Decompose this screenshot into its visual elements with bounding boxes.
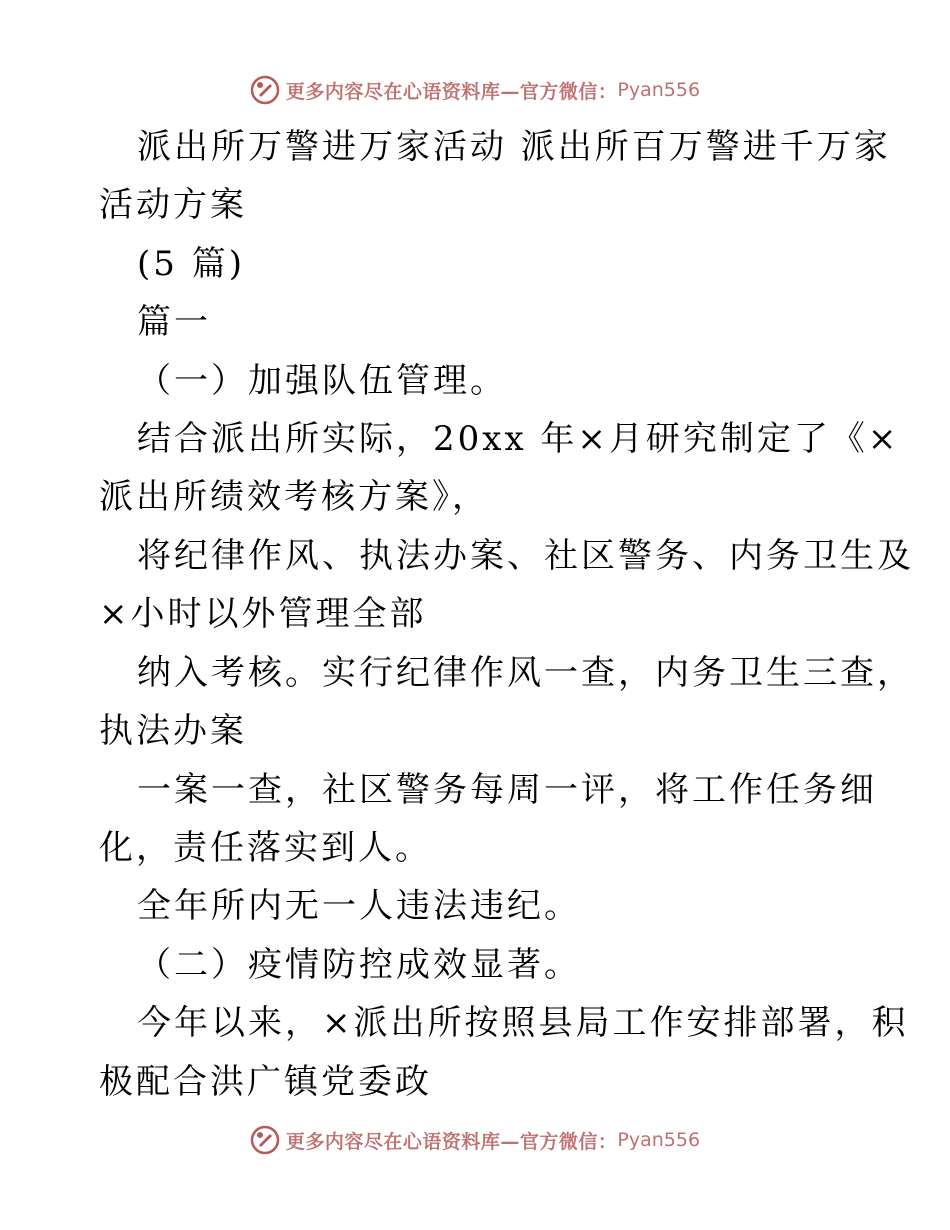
title-line-2: 活动方案 bbox=[99, 185, 247, 225]
paragraph-line: 纳入考核。实行纪律作风一查，内务卫生三查， bbox=[137, 653, 914, 693]
header-banner-text: 更多内容尽在心语资料库—官方微信： bbox=[285, 80, 618, 103]
paragraph-line: 一案一查，社区警务每周一评，将工作任务细 bbox=[137, 770, 877, 810]
paragraph-line: 执法办案 bbox=[99, 711, 247, 751]
paragraph-line: 将纪律作风、执法办案、社区警务、内务卫生及 bbox=[137, 536, 914, 576]
footer-banner bbox=[0, 1120, 950, 1160]
logo-icon bbox=[250, 1125, 280, 1155]
footer-banner-wechat: Pyan556 bbox=[617, 1129, 701, 1151]
paragraph-line: ×小时以外管理全部 bbox=[99, 594, 427, 634]
paragraph-line: 结合派出所实际，20xx 年×月研究制定了《× bbox=[137, 419, 900, 459]
paragraph-line: 今年以来，×派出所按照县局工作安排部署，积 bbox=[137, 1003, 909, 1043]
title-line-1: 派出所万警进万家活动 派出所百万警进千万家 bbox=[137, 127, 891, 167]
header-banner-wechat: Pyan556 bbox=[617, 79, 701, 101]
paragraph-line: 派出所绩效考核方案》， bbox=[99, 477, 489, 517]
section-heading: 篇一 bbox=[137, 302, 211, 342]
subheading-1: （一）加强队伍管理。 bbox=[137, 361, 507, 401]
subheading-2: （二）疫情防控成效显著。 bbox=[137, 945, 581, 985]
article-count: (5 篇) bbox=[137, 244, 245, 284]
paragraph-line: 化，责任落实到人。 bbox=[99, 828, 432, 868]
paragraph-line: 极配合洪广镇党委政 bbox=[99, 1062, 432, 1102]
footer-banner-text: 更多内容尽在心语资料库—官方微信： bbox=[285, 1130, 618, 1153]
paragraph-line: 全年所内无一人违法违纪。 bbox=[137, 886, 581, 926]
logo-icon bbox=[250, 75, 280, 105]
header-banner bbox=[0, 70, 950, 110]
